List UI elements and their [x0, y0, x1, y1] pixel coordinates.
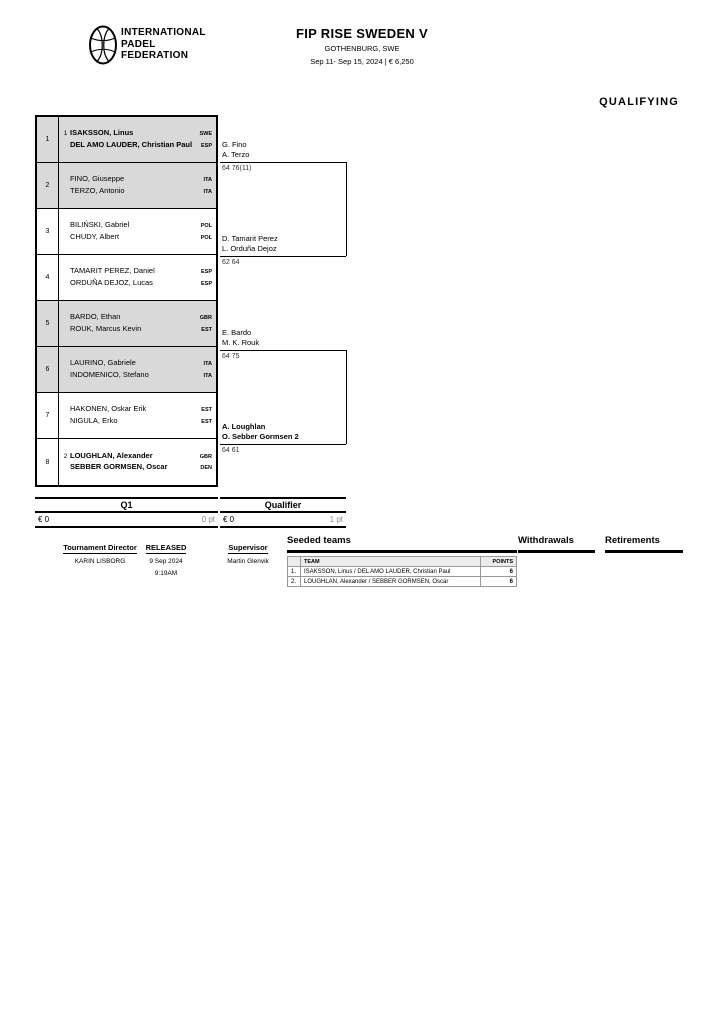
- released-date: 9 Sep 2024: [149, 558, 183, 565]
- seeded-team-name: LOUGHLAN, Alexander / SEBBER GORMSEN, Oscar: [301, 577, 481, 587]
- country-code: GBR: [199, 315, 212, 321]
- withdrawals-title: Withdrawals: [518, 535, 595, 553]
- country-code: ESP: [200, 142, 212, 149]
- player-name: DEL AMO LAUDER, Christian Paul: [70, 139, 193, 149]
- winner-name: G. Fino: [222, 140, 247, 149]
- seed-rank: 2.: [288, 577, 301, 587]
- row-number: 3: [37, 209, 59, 254]
- player-name: LOUGHLAN, Alexander: [70, 450, 153, 460]
- event-header: [252, 26, 472, 66]
- seeded-team-name: ISAKSSON, Linus / DEL AMO LAUDER, Christian Paul: [301, 567, 481, 577]
- player-name: SEBBER GORMSEN, Oscar: [70, 462, 168, 471]
- country-code: EST: [201, 418, 212, 425]
- qualifier-points: 1 pt: [329, 515, 343, 524]
- team-cell: [59, 393, 216, 438]
- team-cell: [59, 439, 216, 485]
- team-cell: [59, 117, 216, 162]
- player-name: ROUK, Marcus Kevin: [70, 323, 142, 333]
- round-qualifier-header: Qualifier: [220, 497, 346, 513]
- seeded-teams-title: Seeded teams: [287, 535, 517, 553]
- seeded-row-2: [288, 577, 517, 587]
- country-code: ITA: [203, 361, 212, 367]
- country-code: ITA: [203, 372, 212, 379]
- row-number: 7: [37, 393, 59, 438]
- supervisor-name: Martin Glenvik: [227, 558, 269, 565]
- event-title: FIP RISE SWEDEN V: [296, 26, 428, 41]
- row-number: 1: [37, 117, 59, 162]
- player-name: TERZO, Antonio: [70, 185, 125, 195]
- player-name: BILIŃSKI, Gabriel: [70, 220, 130, 229]
- match3-score: 64 75: [222, 353, 240, 360]
- row-number: 2: [37, 163, 59, 208]
- supervisor-label: Supervisor: [228, 543, 268, 552]
- bracket-connector-top: [346, 162, 347, 256]
- country-code: POL: [200, 234, 212, 241]
- row-number: 4: [37, 255, 59, 300]
- federation-name: INTERNATIONAL PADEL FEDERATION: [121, 27, 206, 61]
- bracket-row-5: [37, 301, 216, 347]
- retirements-section: [605, 535, 683, 553]
- country-code: ITA: [203, 177, 212, 183]
- bracket-row-4: [37, 255, 216, 301]
- match2-winner: [220, 234, 346, 266]
- player-name: LAURINO, Gabriele: [70, 358, 136, 367]
- bracket-row-3: [37, 209, 216, 255]
- player-name: FINO, Giuseppe: [70, 174, 125, 183]
- winner-name: L. Orduña Dejoz: [222, 244, 277, 253]
- ipf-logo: [87, 24, 119, 66]
- player-name: ORDUÑA DEJOZ, Lucas: [70, 277, 153, 287]
- row-number: 5: [37, 301, 59, 346]
- team-cell: [59, 163, 216, 208]
- player-name: BARDO, Ethan: [70, 312, 121, 321]
- seeded-teams-section: [287, 535, 517, 587]
- section-title: QUALIFYING: [599, 96, 679, 108]
- winner-name: M. K. Rouk: [222, 338, 260, 347]
- q1-money: € 0: [38, 515, 50, 524]
- seed-number: 1: [63, 130, 68, 137]
- winner-name: D. Tamarit Perez: [222, 234, 278, 243]
- round-q1-prize: [35, 513, 218, 528]
- seeded-team-points: 6: [481, 577, 517, 587]
- seed-rank: 1.: [288, 567, 301, 577]
- country-code: POL: [200, 223, 212, 229]
- seeded-row-1: [288, 567, 517, 577]
- player-name: CHUDY, Albert: [70, 231, 120, 241]
- country-code: DEN: [200, 465, 212, 471]
- director-name: KARIN LISBORG: [74, 558, 126, 565]
- row-number: 8: [37, 439, 59, 485]
- country-code: EST: [201, 407, 212, 413]
- winner-name: A. Terzo: [222, 150, 250, 159]
- seeded-points-header: POINTS: [481, 557, 517, 567]
- bracket-connector-bottom: [346, 350, 347, 444]
- ipf-ball-icon: [87, 24, 119, 66]
- event-location: GOTHENBURG, SWE: [324, 44, 400, 53]
- team-cell: [59, 301, 216, 346]
- event-dates: Sep 11- Sep 15, 2024 | € 6,250: [310, 57, 414, 66]
- player-name: NIGULA, Erko: [70, 415, 118, 425]
- row-number: 6: [37, 347, 59, 392]
- seeded-num-header: [288, 557, 301, 567]
- team-cell: [59, 347, 216, 392]
- country-code: ESP: [200, 280, 212, 287]
- bracket-row-2: [37, 163, 216, 209]
- round-qualifier-prize: [220, 513, 346, 528]
- team-cell: [59, 209, 216, 254]
- country-code: EST: [201, 326, 212, 333]
- country-code: GBR: [199, 453, 212, 460]
- seeded-team-points: 6: [481, 567, 517, 577]
- retirements-title: Retirements: [605, 535, 683, 553]
- bracket-row-8: [37, 439, 216, 485]
- player-name: HAKONEN, Oskar Erik: [70, 404, 147, 413]
- country-code: ITA: [203, 188, 212, 195]
- winner-name: A. Loughlan: [222, 422, 266, 431]
- match2-score: 62 64: [222, 259, 240, 266]
- seeded-header-row: [288, 557, 517, 567]
- winner-name: O. Sebber Gormsen 2: [222, 432, 299, 441]
- player-name: INDOMENICO, Stefano: [70, 369, 149, 379]
- match4-winner: [220, 422, 346, 454]
- bracket-row-6: [37, 347, 216, 393]
- qualifying-bracket: [35, 115, 218, 487]
- player-name: ISAKSSON, Linus: [70, 128, 134, 137]
- released-time: 9:19AM: [154, 570, 178, 577]
- supervisor-block: [210, 537, 286, 565]
- player-name: TAMARIT PEREZ, Daniel: [70, 266, 155, 275]
- director-label: Tournament Director: [63, 543, 137, 552]
- bracket-row-7: [37, 393, 216, 439]
- match3-winner: [220, 328, 346, 360]
- seed-number: 2: [63, 452, 68, 460]
- seeded-teams-table: [287, 556, 517, 587]
- seeded-team-header: TEAM: [301, 557, 481, 567]
- round-q1-header: Q1: [35, 497, 218, 513]
- q1-points: 0 pt: [201, 515, 215, 524]
- match4-score: 64 61: [222, 447, 240, 454]
- withdrawals-section: [518, 535, 595, 553]
- team-cell: [59, 255, 216, 300]
- bracket-row-1: [37, 117, 216, 163]
- country-code: ESP: [200, 269, 212, 275]
- released-label: RELEASED: [145, 543, 187, 552]
- match1-score: 64 76(11): [222, 165, 252, 172]
- match1-winner: [220, 140, 346, 172]
- winner-name: E. Bardo: [222, 328, 252, 337]
- country-code: SWE: [199, 131, 212, 137]
- qualifier-money: € 0: [223, 515, 235, 524]
- released-block: [136, 537, 196, 577]
